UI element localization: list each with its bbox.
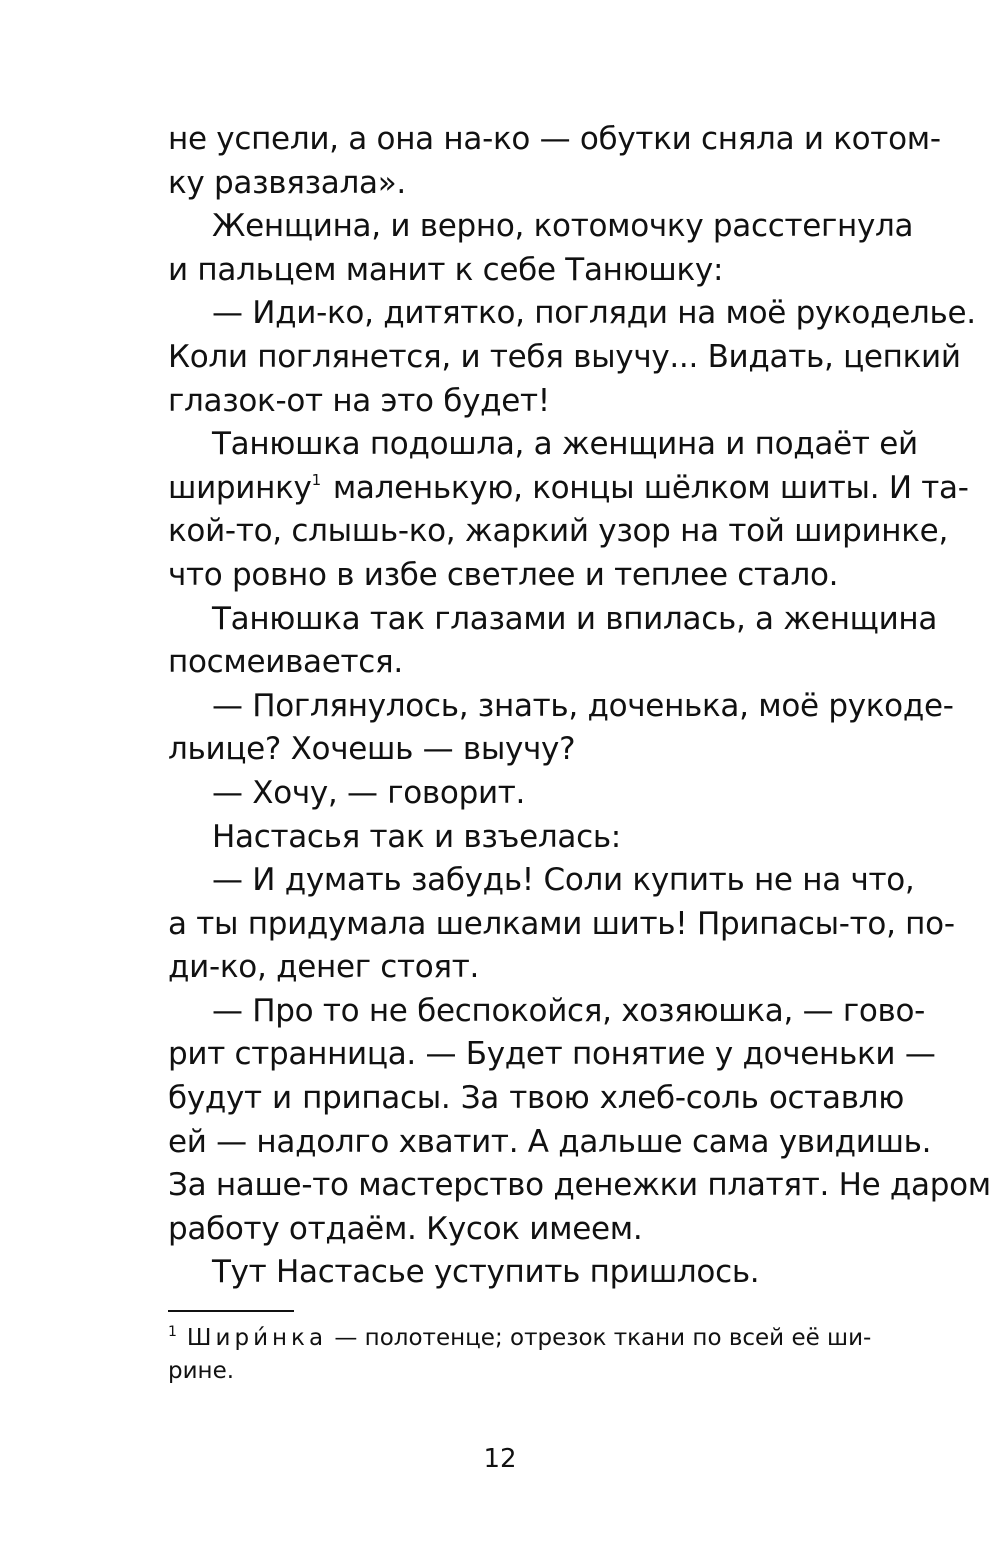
text-line: Танюшка так глазами и впилась, а женщина — [212, 600, 938, 637]
footnote-divider — [168, 1310, 294, 1312]
text-line: и пальцем манит к себе Танюшку: — [168, 251, 724, 288]
main-text — [168, 118, 991, 1295]
text-line: посмеивается. — [168, 644, 403, 681]
text-line: рит странница. — Будет понятие у доченьки — — [168, 1036, 936, 1073]
text-line: Тут Настасье уступить пришлось. — [212, 1254, 760, 1291]
text-line: Женщина, и верно, котомочку расстегнула — [212, 208, 914, 245]
page-number: 12 — [483, 1444, 517, 1474]
footnote-reference: 1 — [311, 470, 321, 489]
footnote-text: — полотенце; отрезок ткани по всей её ши- — [327, 1325, 872, 1351]
footnote-number: 1 — [168, 1324, 177, 1340]
text-line: глазок-от на это будет! — [168, 382, 550, 419]
text-line: — Поглянулось, знать, доченька, моё рукоде- — [212, 687, 954, 724]
text-line: Танюшка подошла, а женщина и подаёт ей — [212, 426, 918, 463]
text-line: ку развязала». — [168, 164, 406, 201]
text-line: а ты придумала шелками шить! Припасы-то, по- — [168, 905, 955, 942]
text-line: работу отдаём. Кусок имеем. — [168, 1210, 643, 1247]
footnote-term: Шири́нка — [186, 1325, 328, 1351]
text-line: Настасья так и взъелась: — [212, 818, 621, 855]
text-line — [168, 467, 969, 511]
text-line: кой-то, слышь-ко, жаркий узор на той ширинке, — [168, 513, 949, 550]
text-line: льице? Хочешь — выучу? — [168, 731, 576, 768]
text-line: — Про то не беспокойся, хозяюшка, — гово- — [212, 992, 926, 1029]
footnote-line — [168, 1322, 904, 1355]
footnote-word: ширинку — [168, 469, 312, 506]
word-with-footnote — [168, 467, 321, 511]
text-line: — И думать забудь! Соли купить не на что, — [212, 862, 915, 899]
text-line: Коли поглянется, и тебя выучу... Видать, цепкий — [168, 338, 961, 375]
text-line: не успели, а она на-ко — обутки сняла и котом- — [168, 121, 941, 157]
footnote-line: рине. — [168, 1358, 235, 1384]
text-line: За наше-то мастерство денежки платят. Не даром — [168, 1167, 991, 1204]
text-line: ей — надолго хватит. А дальше сама увидишь. — [168, 1123, 932, 1160]
text-line: — Хочу, — говорит. — [212, 774, 526, 811]
text-line: будут и припасы. За твою хлеб-соль оставлю — [168, 1080, 904, 1117]
text-line: что ровно в избе светлее и теплее стало. — [168, 556, 839, 593]
text-line: ди-ко, денег стоят. — [168, 949, 480, 986]
footnote — [168, 1322, 904, 1388]
line-remainder: маленькую, концы шёлком шиты. И та- — [332, 469, 969, 506]
text-line: — Иди-ко, дитятко, погляди на моё рукоделье. — [212, 295, 976, 332]
